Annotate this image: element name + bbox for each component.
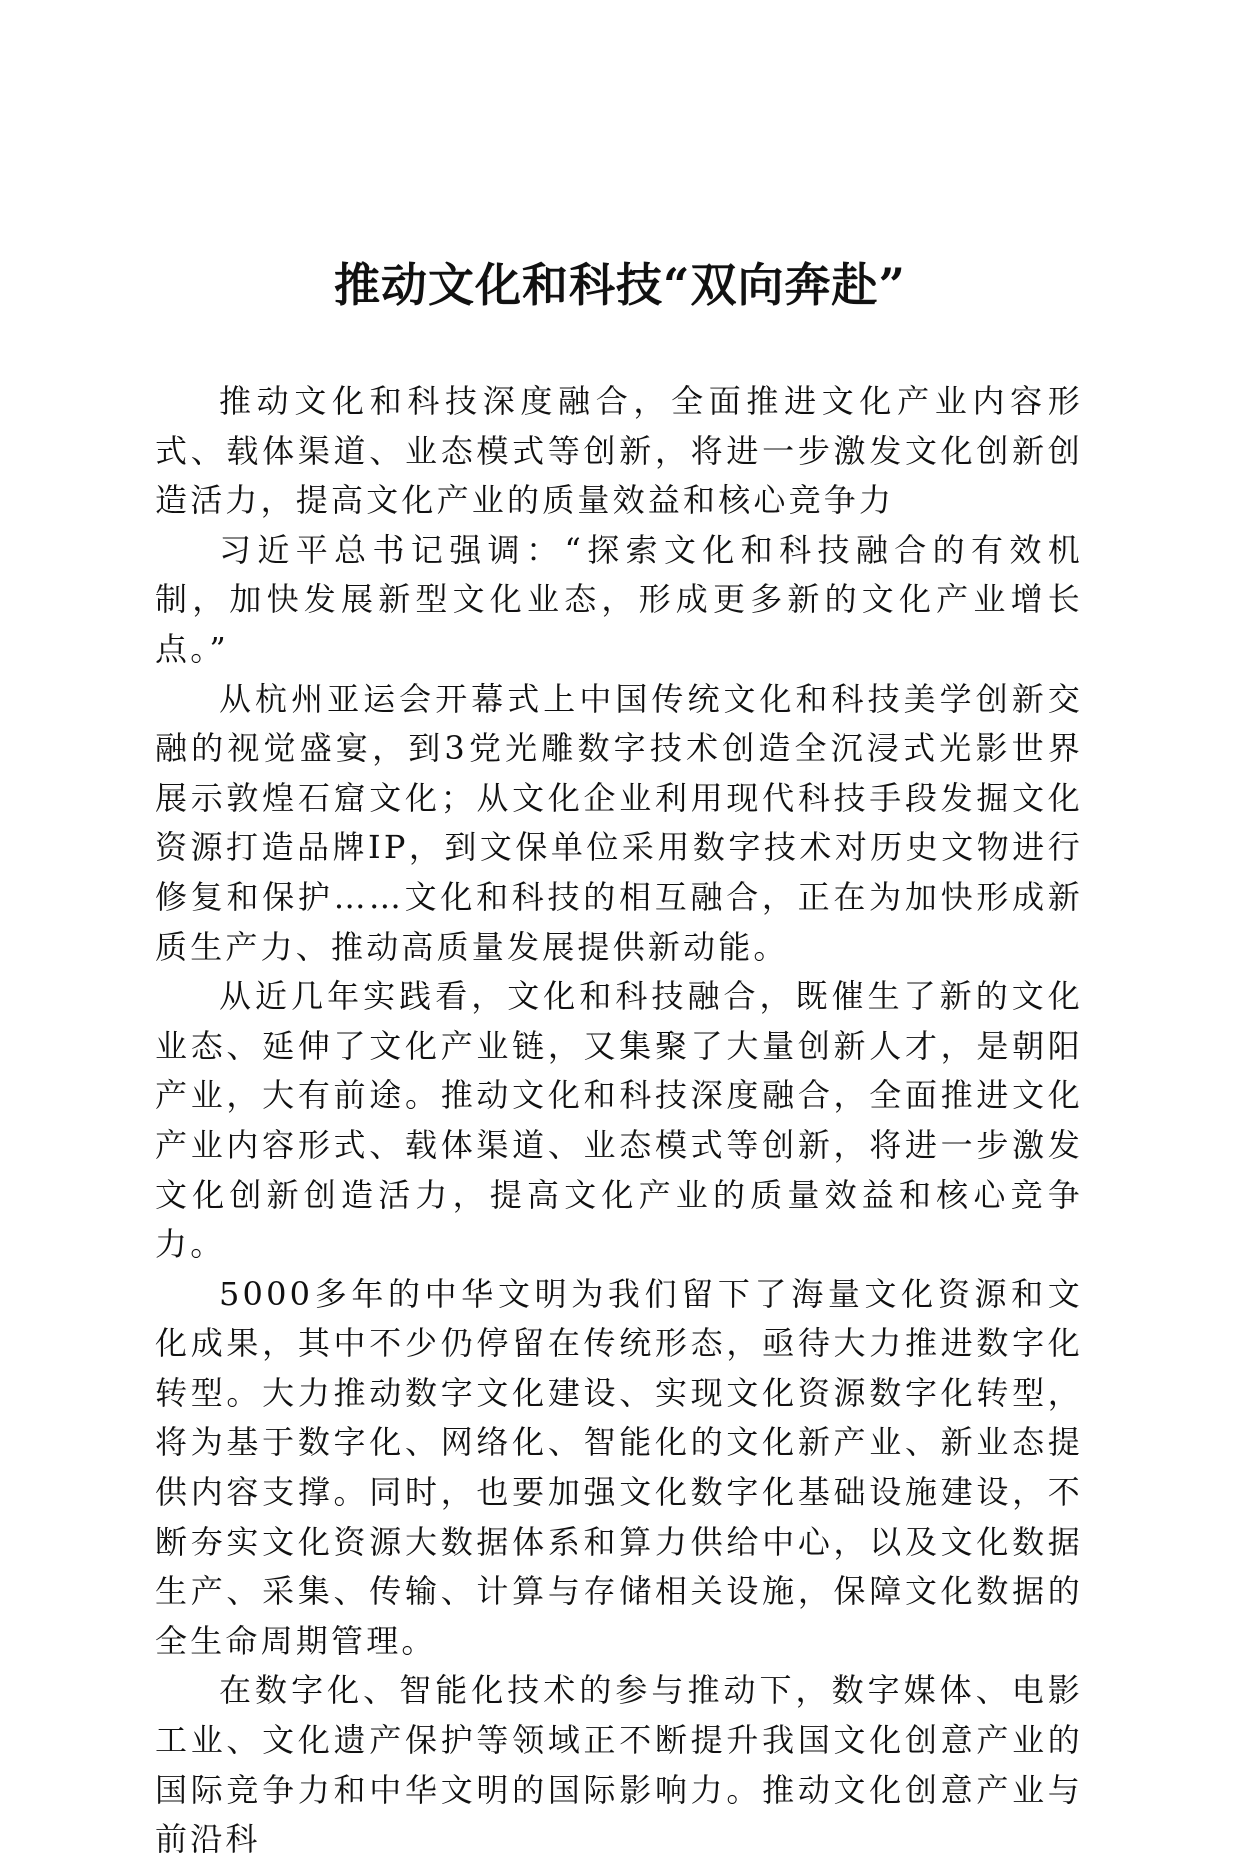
paragraph-4: 从近几年实践看，文化和科技融合，既催生了新的文化业态、延伸了文化产业链，又集聚了大量创新人才，是朝阳产业，大有前途。推动文化和科技深度融合，全面推进文化产业内容形式、载体渠道、业态模式等创新，将进一步激发文化创新创造活力，提高文化产业的质量效益和核心竞争力。 <box>155 977 1083 1264</box>
paragraph-2: 习近平总书记强调：“探索文化和科技融合的有效机制，加快发展新型文化业态，形成更多新的文化产业增长点。” <box>155 530 1083 668</box>
article-body <box>155 377 1083 1865</box>
paragraph-3: 从杭州亚运会开幕式上中国传统文化和科技美学创新交融的视觉盛宴，到3党光雕数字技术创造全沉浸式光影世界展示敦煌石窟文化；从文化企业利用现代科技手段发掘文化资源打造品牌IP，到文保单位采用数字技术对历史文物进行修复和保护……文化和科技的相互融合，正在为加快形成新质生产力、推动高质量发展提供新动能。 <box>155 679 1083 966</box>
paragraph-6: 在数字化、智能化技术的参与推动下，数字媒体、电影工业、文化遗产保护等领域正不断提升我国文化创意产业的国际竞争力和中华文明的国际影响力。推动文化创意产业与前沿科 <box>155 1671 1083 1859</box>
paragraph-5: 5000多年的中华文明为我们留下了海量文化资源和文化成果，其中不少仍停留在传统形态，亟待大力推进数字化转型。大力推动数字文化建设、实现文化资源数字化转型，将为基于数字化、网络化、智能化的文化新产业、新业态提供内容支撑。同时，也要加强文化数字化基础设施建设，不断夯实文化资源大数据体系和算力供给中心，以及文化数据生产、采集、传输、计算与存储相关设施，保障文化数据的全生命周期管理。 <box>155 1274 1083 1660</box>
page-title: 推动文化和科技“双向奔赴” <box>334 258 906 312</box>
paragraph-1: 推动文化和科技深度融合，全面推进文化产业内容形式、载体渠道、业态模式等创新，将进一步激发文化创新创造活力，提高文化产业的质量效益和核心竞争力 <box>155 382 1083 520</box>
